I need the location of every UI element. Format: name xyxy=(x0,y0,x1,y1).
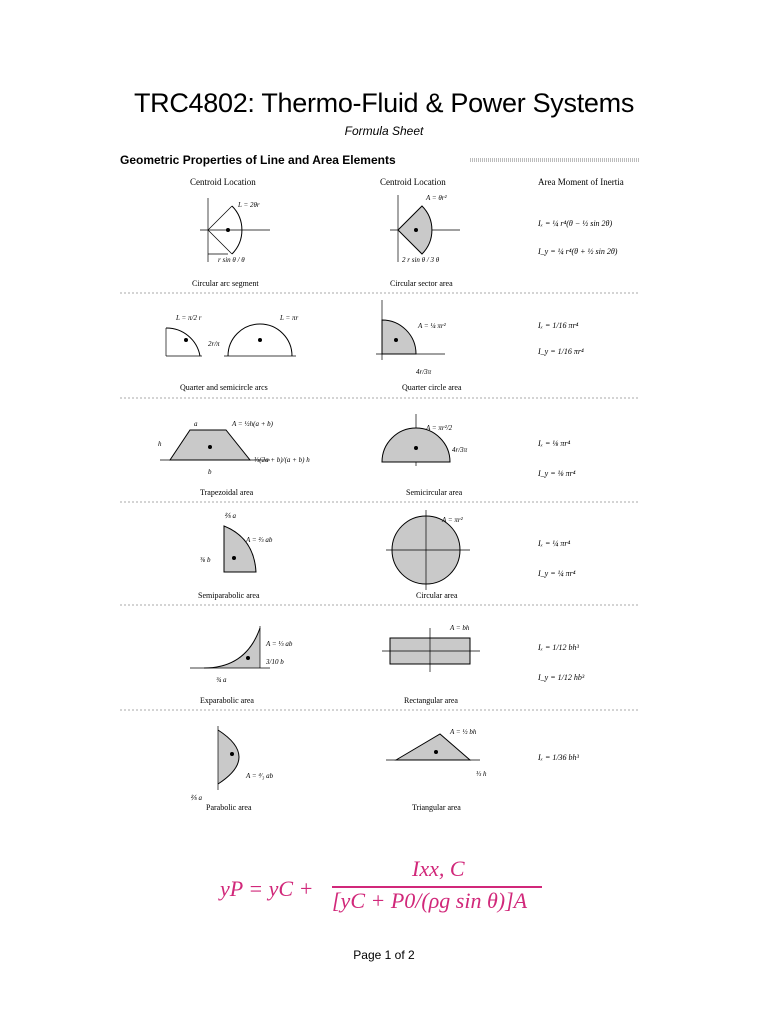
col-header-inertia: Area Moment of Inertia xyxy=(538,177,624,187)
caption-semicircular: Semicircular area xyxy=(406,488,463,497)
formula-numerator: Ixx, C xyxy=(412,856,465,881)
trap-h-label: h xyxy=(158,440,162,448)
expar-a-label: ¾ a xyxy=(216,676,227,684)
sector-diagram xyxy=(390,195,460,262)
semicircle-area-diagram xyxy=(382,414,450,466)
triangle-h-label: ⅓ h xyxy=(476,770,487,778)
semicircle-4r-label: 4r/3π xyxy=(452,446,468,454)
center-of-pressure-formula xyxy=(220,858,560,918)
arc-centroid-label: r sin θ / θ xyxy=(218,256,245,264)
semipar-area-label: A = ⅔ ab xyxy=(246,536,273,544)
sc-inertia-y: I_y = ⅛ πr⁴ xyxy=(538,469,576,478)
sector-area-label: A = θr² xyxy=(426,194,447,202)
formula-lhs: yP = yC + xyxy=(220,876,314,901)
document-subtitle: Formula Sheet xyxy=(344,124,424,138)
arc-inertia-y: I_y = ¼ r⁴(θ + ½ sin 2θ) xyxy=(538,247,618,256)
document-title: TRC4802: Thermo-Fluid & Power Systems xyxy=(133,88,635,118)
arc-inertia-x: Iₓ = ¼ r⁴(θ − ½ sin 2θ) xyxy=(538,219,613,228)
semipar-a-label: ⅖ a xyxy=(224,512,237,520)
quarter-circle-diagram xyxy=(376,300,445,360)
caption-arcs: Quarter and semicircle arcs xyxy=(180,383,268,392)
circle-area-label: A = πr² xyxy=(442,516,463,524)
caption-quarter-circle: Quarter circle area xyxy=(402,383,462,392)
trap-area-label: A = ½h(a + b) xyxy=(232,420,274,428)
caption-trapezoidal: Trapezoidal area xyxy=(200,488,254,497)
quarter-arc-length: L = π/2 r xyxy=(176,314,202,322)
quarter-circle-4r: 4r/3π xyxy=(416,368,432,376)
triangle-area-label: A = ½ bh xyxy=(450,728,477,736)
rect-area-label: A = bh xyxy=(450,624,470,632)
caption-semiparabolic: Semiparabolic area xyxy=(198,591,260,600)
semipar-b-label: ⅜ b xyxy=(200,556,211,564)
parabolic-a-label: ⅖ a xyxy=(190,794,203,802)
caption-triangular: Triangular area xyxy=(412,803,461,812)
tri-inertia-x: Iₓ = 1/36 bh³ xyxy=(538,753,579,762)
expar-area-label: A = ⅓ ab xyxy=(266,640,293,648)
parabolic-diagram xyxy=(218,726,239,790)
quarter-circle-area: A = ¼ πr² xyxy=(418,322,446,330)
semicircle-area-label: A = πr²/2 xyxy=(426,424,453,432)
sector-centroid-label: 2 r sin θ / 3 θ xyxy=(402,256,440,264)
qc-inertia-y: I_y = 1/16 πr⁴ xyxy=(538,347,584,356)
caption-rectangular: Rectangular area xyxy=(404,696,458,705)
col-header-centroid-2: Centroid Location xyxy=(380,177,446,187)
exparabolic-diagram xyxy=(190,626,270,668)
ci-inertia-y: I_y = ¼ πr⁴ xyxy=(538,569,576,578)
table-header: Geometric Properties of Line and Area Elements xyxy=(120,153,396,167)
rectangle-area-diagram xyxy=(382,628,480,672)
semi-arc-length: L = πr xyxy=(280,314,299,322)
ci-inertia-x: Iₓ = ¼ πr⁴ xyxy=(538,539,571,548)
semiparabolic-diagram xyxy=(224,526,256,572)
caption-sector: Circular sector area xyxy=(390,279,453,288)
arc-2r-label: 2r/π xyxy=(208,340,220,348)
trap-a-label: a xyxy=(194,420,198,428)
parabolic-area-label: A = ⁴⁄₃ ab xyxy=(246,772,274,780)
sc-inertia-x: Iₓ = ⅛ πr⁴ xyxy=(538,439,571,448)
triangle-area-diagram xyxy=(386,734,480,760)
geometric-properties-table xyxy=(120,150,640,820)
caption-exparabolic: Exparabolic area xyxy=(200,696,254,705)
trap-centroid-label: ⅓(2a + b)/(a + b) h xyxy=(254,456,310,464)
page-number: Page 1 of 2 xyxy=(353,948,415,962)
caption-parabolic: Parabolic area xyxy=(206,803,252,812)
expar-b-label: 3/10 b xyxy=(266,658,284,666)
caption-arc-segment: Circular arc segment xyxy=(192,279,259,288)
qc-inertia-x: Iₓ = 1/16 πr⁴ xyxy=(538,321,579,330)
quarter-semicircle-arcs-diagram xyxy=(166,324,296,356)
trap-b-label: b xyxy=(208,468,212,476)
re-inertia-x: Iₓ = 1/12 bh³ xyxy=(538,643,579,652)
formula-denominator: [yC + P0/(ρg sin θ)]A xyxy=(332,888,528,913)
arc-length-label: L = 2θr xyxy=(238,201,260,209)
re-inertia-y: I_y = 1/12 hb³ xyxy=(538,673,585,682)
caption-circular: Circular area xyxy=(416,591,458,600)
col-header-centroid-1: Centroid Location xyxy=(190,177,256,187)
